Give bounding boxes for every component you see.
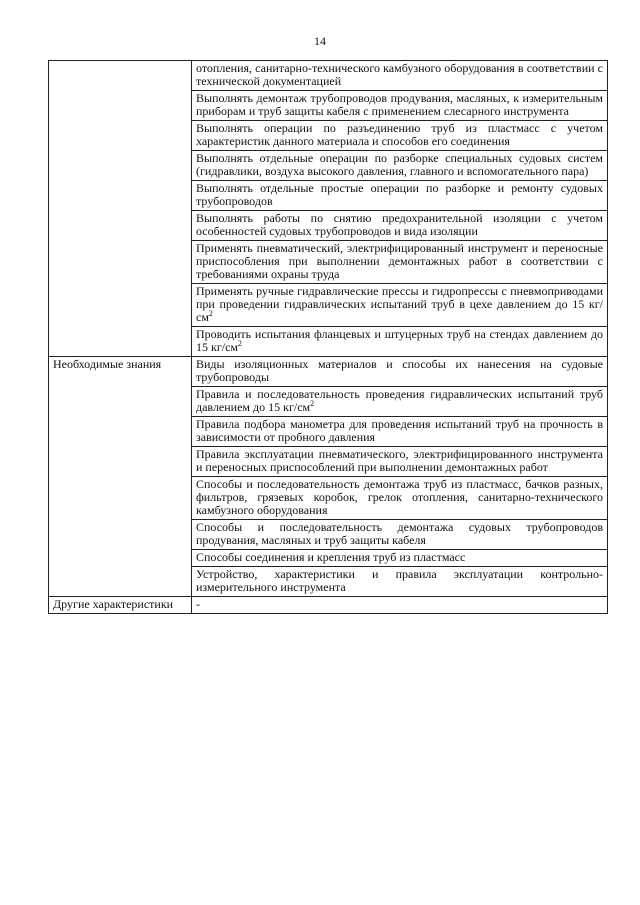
table-cell (192, 327, 608, 357)
table-cell (192, 284, 608, 327)
cell-text: отопления, санитарно-технического камбузного оборудования в соответствии с технической документацией (196, 61, 603, 88)
table-row (49, 61, 608, 91)
cell-text (196, 388, 603, 414)
cell-text: Устройство, характеристики и правила эксплуатации контрольно-измерительного инструмента (196, 567, 603, 594)
table-cell (192, 181, 608, 211)
cell-text-main: Правила и последовательность проведения гидравлических испытаний труб давлением до 15 кг/см (196, 387, 603, 414)
cell-text: Выполнять операции по разъединению труб из пластмасс с учетом характеристик данного материала и способов его соединения (196, 121, 603, 148)
superscript: 2 (208, 309, 213, 318)
section-label-other: Другие характеристики (49, 597, 192, 614)
section-label-knowledge: Необходимые знания (49, 357, 192, 597)
cell-text: Способы и последовательность демонтажа судовых трубопроводов продувания, масляных и труб защиты кабеля (196, 520, 603, 547)
table-cell (192, 567, 608, 597)
table-cell (192, 91, 608, 121)
cell-text (196, 285, 603, 324)
cell-text: Правила эксплуатации пневматического, электрифицированного инструмента и переносных приспособлений при выполнении демонтажных работ (196, 447, 603, 474)
superscript: 2 (310, 399, 315, 408)
cell-text (196, 328, 603, 354)
table-cell (192, 357, 608, 387)
section-label-actions (49, 61, 192, 357)
cell-text: Выполнять отдельные простые операции по разборке и ремонту судовых трубопроводов (196, 181, 603, 208)
cell-text: Виды изоляционных материалов и способы их нанесения на судовые трубопроводы (196, 357, 603, 384)
table-cell (192, 597, 608, 614)
cell-text: Выполнять демонтаж трубопроводов продувания, масляных, к измерительным приборам и труб защиты кабеля с применением слесарного инструмента (196, 91, 603, 118)
cell-text: Применять пневматический, электрифицированный инструмент и переносные приспособления при выполнении демонтажных работ в соответствии с требованиями охраны труда (196, 241, 603, 281)
cell-text: Способы и последовательность демонтажа труб из пластмасс, бачков разных, фильтров, грязевых коробок, грелок отопления, санитарно-технического камбузного оборудования (196, 477, 603, 517)
table-cell (192, 417, 608, 447)
table-row (49, 357, 608, 387)
table-cell (192, 447, 608, 477)
cell-text-main: Проводить испытания фланцевых и штуцерных труб на стендах давлением до 15 кг/см (196, 327, 603, 354)
table-cell (192, 241, 608, 284)
cell-text: Правила подбора манометра для проведения испытаний труб на прочность в зависимости от пробного давления (196, 417, 603, 444)
qualification-table (48, 60, 608, 614)
table-cell (192, 550, 608, 567)
table-cell (192, 477, 608, 520)
table-cell (192, 121, 608, 151)
table-cell (192, 211, 608, 241)
cell-text: Выполнять работы по снятию предохранительной изоляции с учетом особенностей судовых трубопроводов и вида изоляции (196, 211, 603, 238)
table-cell (192, 61, 608, 91)
table-cell (192, 151, 608, 181)
table-row (49, 597, 608, 614)
superscript: 2 (238, 339, 243, 348)
cell-text: Выполнять отдельные операции по разборке специальных судовых систем (гидравлики, воздуха высокого давления, главного и вспомогательного пара) (196, 151, 603, 178)
table-cell (192, 387, 608, 417)
cell-text: - (196, 597, 200, 611)
cell-text-main: Применять ручные гидравлические прессы и гидропрессы с пневмоприводами при проведении гидравлических испытаний труб в цехе давлением до 15 кг/см (196, 284, 603, 324)
table-cell (192, 520, 608, 550)
cell-text: Способы соединения и крепления труб из пластмасс (196, 550, 466, 564)
page-number: 14 (314, 34, 326, 48)
